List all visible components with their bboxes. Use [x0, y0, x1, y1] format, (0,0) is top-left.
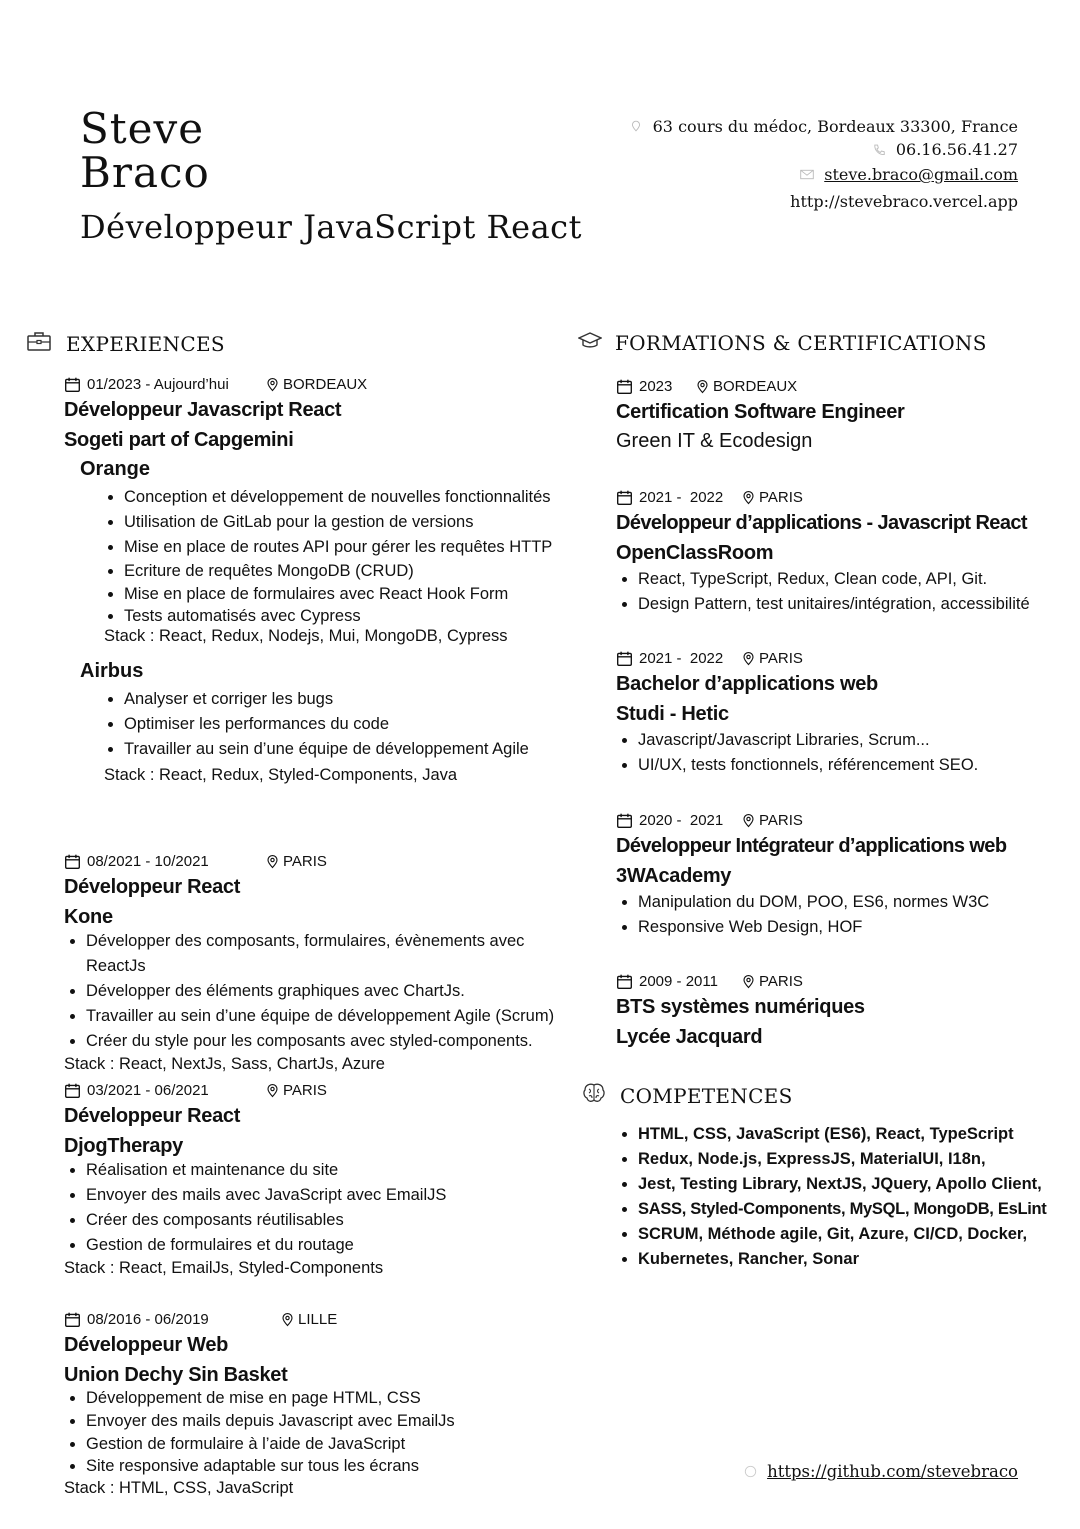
formation-title: Bachelor d’applications web [616, 673, 878, 695]
experience-role: Développeur Javascript React [64, 399, 342, 421]
experience-location: PARIS [283, 853, 327, 870]
address-line [630, 117, 1018, 136]
bullet-list [64, 485, 564, 627]
formation-location: PARIS [759, 812, 803, 829]
list-item: • Développer des éléments graphiques avec ChartJs. [86, 979, 579, 1004]
formation-meta [616, 973, 1056, 990]
map-pin-icon [741, 651, 756, 666]
bullet-list [64, 1387, 579, 1477]
list-item: • Travailler au sein d’une équipe de développement Agile (Scrum) [86, 1004, 579, 1029]
list-item: • Redux, Node.js, ExpressJS, MaterialUI, I18n, [638, 1147, 1078, 1172]
list-item: • Utilisation de GitLab pour la gestion de versions [124, 510, 564, 535]
formations-title: FORMATIONS & CERTIFICATIONS [615, 330, 987, 355]
formation-date: 2020 - 2021 [639, 812, 724, 829]
list-item: • Jest, Testing Library, NextJS, JQuery, Apollo Client, [638, 1172, 1078, 1197]
list-item: • Ecriture de requêtes MongoDB (CRUD) [124, 560, 564, 583]
map-pin-icon [741, 813, 756, 828]
experience-company: DjogTherapy [64, 1135, 183, 1157]
list-item: • Analyser et corriger les bugs [124, 687, 564, 712]
phone-line [872, 140, 1018, 159]
email-link[interactable]: steve.braco@gmail.com [824, 165, 1018, 184]
experience-item [64, 1082, 579, 1278]
github-line[interactable] [744, 1462, 1018, 1481]
calendar-icon [616, 650, 633, 667]
list-item: • Envoyer des mails avec JavaScript avec EmailJS [86, 1183, 579, 1208]
list-item: • Design Pattern, test unitaires/intégration, accessibilité [638, 592, 1061, 617]
formation-school: 3WAcademy [616, 865, 732, 887]
map-pin-icon [695, 379, 710, 394]
formations-heading [578, 330, 987, 355]
list-item: • Tests automatisés avec Cypress [124, 606, 564, 627]
bullet-list [64, 687, 564, 762]
map-pin-icon [280, 1312, 295, 1327]
github-link[interactable]: https://github.com/stevebraco [767, 1462, 1018, 1481]
calendar-icon [64, 853, 81, 870]
project-name: Airbus [80, 660, 144, 682]
experience-date: 01/2023 - Aujourd’hui [87, 376, 229, 393]
list-item: • Réalisation et maintenance du site [86, 1158, 579, 1183]
formation-meta [616, 489, 1061, 506]
formation-date: 2021 - 2022 [639, 650, 724, 667]
bullet-list [616, 890, 1061, 940]
experience-date: 08/2016 - 06/2019 [87, 1311, 209, 1328]
calendar-icon [616, 973, 633, 990]
location-icon [630, 121, 646, 136]
briefcase-icon [26, 330, 52, 357]
experience-meta [64, 376, 564, 393]
bullet-list [616, 728, 1056, 778]
stack-line: Stack : React, NextJs, Sass, ChartJs, Azure [64, 1055, 385, 1073]
website-link[interactable]: http://stevebraco.vercel.app [790, 192, 1018, 211]
list-item: • Site responsive adaptable sur tous les écrans [86, 1455, 579, 1477]
experience-item [64, 1311, 579, 1498]
experience-location: LILLE [298, 1311, 338, 1328]
list-item: • Manipulation du DOM, POO, ES6, normes W3C [638, 890, 1061, 915]
list-item: • Mise en place de formulaires avec React Hook Form [124, 583, 564, 606]
list-item: • Gestion de formulaires et du routage [86, 1233, 579, 1257]
phone-icon [872, 144, 890, 159]
experience-item [64, 376, 564, 785]
last-name: Braco [80, 148, 210, 197]
experience-role: Développeur React [64, 1105, 241, 1127]
map-pin-icon [265, 377, 280, 392]
github-icon [744, 1466, 761, 1481]
list-item: • Créer du style pour les composants avec styled-components. [86, 1029, 579, 1053]
formation-date: 2021 - 2022 [639, 489, 724, 506]
calendar-icon [616, 378, 633, 395]
formation-meta [616, 378, 1056, 395]
map-pin-icon [741, 490, 756, 505]
formation-meta [616, 812, 1061, 829]
formation-location: PARIS [759, 650, 803, 667]
first-name: Steve [80, 104, 205, 153]
stack-line: Stack : React, Redux, Nodejs, Mui, MongoDB, Cypress [104, 627, 508, 645]
list-item: • Kubernetes, Rancher, Sonar [638, 1247, 1078, 1272]
experiences-heading [26, 330, 225, 357]
formation-school: Studi - Hetic [616, 703, 729, 725]
formation-title: Développeur d’applications - Javascript React [616, 512, 1027, 534]
competences-title: COMPETENCES [620, 1083, 793, 1108]
list-item: • Développement de mise en page HTML, CSS [86, 1387, 579, 1410]
experience-company: Union Dechy Sin Basket [64, 1364, 288, 1386]
list-item: • Conception et développement de nouvelles fonctionnalités [124, 485, 564, 510]
formation-item [616, 378, 1056, 453]
list-item: • Travailler au sein d’une équipe de développement Agile [124, 737, 564, 762]
formation-title: Développeur Intégrateur d’applications web [616, 835, 1007, 857]
list-item: • Gestion de formulaire à l’aide de JavaScript [86, 1433, 579, 1455]
graduation-cap-icon [578, 330, 602, 355]
formation-school: Lycée Jacquard [616, 1026, 763, 1048]
formation-location: BORDEAUX [713, 378, 798, 395]
experience-location: PARIS [283, 1082, 327, 1099]
calendar-icon [64, 1082, 81, 1099]
experience-date: 08/2021 - 10/2021 [87, 853, 209, 870]
experience-company: Kone [64, 906, 113, 928]
experience-meta [64, 853, 579, 870]
bullet-list [616, 567, 1061, 617]
project-name: Orange [80, 458, 151, 480]
formation-item [616, 973, 1056, 1049]
job-title: Développeur JavaScript React [80, 208, 582, 246]
email-line[interactable] [800, 165, 1018, 184]
formation-item [616, 650, 1056, 778]
address: 63 cours du médoc, Bordeaux 33300, France [652, 117, 1018, 136]
calendar-icon [64, 376, 81, 393]
list-item: • React, TypeScript, Redux, Clean code, API, Git. [638, 567, 1061, 592]
bullet-list [64, 929, 579, 1053]
formation-date: 2009 - 2011 [639, 973, 718, 990]
list-item: • SASS, Styled-Components, MySQL, MongoDB, EsLint [638, 1197, 1078, 1222]
experience-meta [64, 1082, 579, 1099]
formation-location: PARIS [759, 489, 803, 506]
list-item: • SCRUM, Méthode agile, Git, Azure, CI/CD, Docker, [638, 1222, 1078, 1247]
experience-role: Développeur React [64, 876, 241, 898]
experience-company: Sogeti part of Capgemini [64, 429, 294, 451]
experience-role: Développeur Web [64, 1334, 229, 1356]
skills-list [616, 1122, 1078, 1272]
formation-title: Certification Software Engineer [616, 401, 905, 423]
list-item: • Responsive Web Design, HOF [638, 915, 1061, 940]
experience-location: BORDEAUX [283, 376, 368, 393]
map-pin-icon [265, 1083, 280, 1098]
formation-school: OpenClassRoom [616, 542, 774, 564]
list-item: • UI/UX, tests fonctionnels, référencement SEO. [638, 753, 1056, 778]
mail-icon [800, 169, 818, 184]
list-item: • Javascript/Javascript Libraries, Scrum... [638, 728, 1056, 753]
formation-item [616, 812, 1061, 940]
formation-meta [616, 650, 1056, 667]
stack-line: Stack : React, Redux, Styled-Components, Java [104, 766, 458, 784]
competences-heading [582, 1082, 793, 1109]
experience-item [64, 853, 579, 1074]
formation-title: BTS systèmes numériques [616, 996, 865, 1018]
list-item: • Développer des composants, formulaires, évènements avec ReactJs [86, 929, 579, 979]
list-item: • Optimiser les performances du code [124, 712, 564, 737]
experiences-title: EXPERIENCES [66, 331, 225, 356]
calendar-icon [64, 1311, 81, 1328]
formation-item [616, 489, 1061, 617]
experience-meta [64, 1311, 579, 1328]
map-pin-icon [265, 854, 280, 869]
stack-line: Stack : HTML, CSS, JavaScript [64, 1479, 294, 1497]
list-item: • HTML, CSS, JavaScript (ES6), React, TypeScript [638, 1122, 1078, 1147]
list-item: • Mise en place de routes API pour gérer les requêtes HTTP [124, 535, 564, 560]
brain-icon [582, 1082, 606, 1109]
experience-date: 03/2021 - 06/2021 [87, 1082, 209, 1099]
calendar-icon [616, 489, 633, 506]
list-item: • Créer des composants réutilisables [86, 1208, 579, 1233]
formation-subtitle: Green IT & Ecodesign [616, 430, 813, 452]
map-pin-icon [741, 974, 756, 989]
calendar-icon [616, 812, 633, 829]
list-item: • Envoyer des mails depuis Javascript avec EmailJs [86, 1410, 579, 1433]
formation-location: PARIS [759, 973, 803, 990]
bullet-list [64, 1158, 579, 1257]
formation-date: 2023 [639, 378, 673, 395]
phone: 06.16.56.41.27 [895, 140, 1018, 159]
stack-line: Stack : React, EmailJs, Styled-Components [64, 1259, 384, 1277]
